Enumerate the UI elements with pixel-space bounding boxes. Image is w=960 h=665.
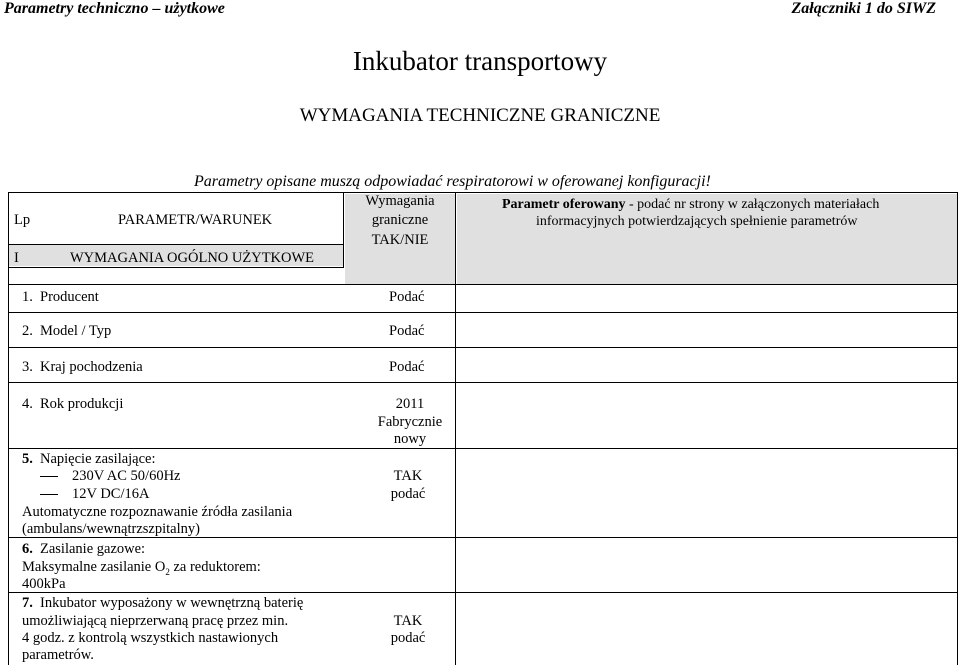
- row-3-param: Kraj pochodzenia: [40, 359, 143, 375]
- row-1-param: Producent: [40, 289, 99, 305]
- row-5-voltage-dc: 12V DC/16A: [72, 486, 150, 502]
- row-2-req: Podać: [389, 323, 425, 339]
- row-6-oxygen-sub: 2: [165, 566, 170, 577]
- header-offer-line1: [502, 196, 879, 213]
- row-7-req-line2: podać: [390, 630, 426, 646]
- row-2-param: Model / Typ: [40, 323, 112, 339]
- row-5-voltage-ac: 230V AC 50/60Hz: [72, 468, 181, 484]
- row-4-req-line3: nowy: [393, 431, 427, 447]
- row-7-param-line1: Inkubator wyposażony w wewnętrzną baterię: [40, 595, 304, 611]
- header-req-line3: TAK/NIE: [371, 232, 429, 248]
- header-param: PARAMETR/WARUNEK: [118, 212, 273, 228]
- page-header-left: Parametry techniczno – użytkowe: [4, 0, 225, 17]
- row-3-lp: 3.: [22, 359, 33, 375]
- row-5-param-line4: Automatyczne rozpoznawanie źródła zasilania: [22, 504, 293, 520]
- section-lp: I: [14, 250, 19, 266]
- row-7-req-line1: TAK: [393, 613, 423, 629]
- row-6-lp: 6.: [22, 541, 33, 557]
- row-6-param-line1: Zasilanie gazowe:: [40, 541, 146, 557]
- header-lp: Lp: [14, 212, 31, 228]
- document-subtitle: WYMAGANIA TECHNICZNE GRANICZNE: [299, 105, 661, 126]
- bullet-dash: [40, 476, 58, 477]
- row-6-oxygen-label: Maksymalne zasilanie O: [22, 559, 166, 575]
- bullet-dash: [40, 494, 58, 495]
- page-header-right: Załączniki 1 do SIWZ: [791, 0, 936, 17]
- row-1-req: Podać: [389, 289, 425, 305]
- row-3-req: Podać: [389, 359, 425, 375]
- row-6-param-line3: 400kPa: [22, 576, 66, 592]
- header-offer-line2: informacyjnych potwierdzających spełnienie parametrów: [536, 214, 858, 229]
- row-5-req-line2: podać: [390, 486, 426, 502]
- row-5-param-line2: [22, 468, 181, 485]
- section-label: WYMAGANIA OGÓLNO UŻYTKOWE: [70, 250, 315, 266]
- row-7-param-line4: parametrów.: [22, 647, 94, 663]
- row-4-lp: 4.: [22, 396, 33, 412]
- row-7-param-line3: 4 godz. z kontrolą wszystkich nastawionych: [22, 630, 279, 646]
- row-6-oxygen-rest: za reduktorem:: [169, 559, 261, 575]
- document-title: Inkubator transportowy: [352, 46, 608, 76]
- header-offer-rest: - podać nr strony w załączonych materiałach: [625, 197, 880, 212]
- row-4-req-line2: Fabrycznie: [377, 414, 443, 430]
- row-7-lp: 7.: [22, 595, 33, 611]
- row-2-lp: 2.: [22, 323, 33, 339]
- row-1-lp: 1.: [22, 289, 33, 305]
- row-4-req-line1: 2011: [395, 396, 425, 412]
- row-5-param-line3: [22, 486, 149, 503]
- row-5-lp: 5.: [22, 451, 33, 467]
- header-req-line1: Wymagania: [365, 193, 435, 209]
- row-5-req-line1: TAK: [393, 468, 423, 484]
- header-req-line2: graniczne: [371, 212, 429, 228]
- row-4-param: Rok produkcji: [40, 396, 124, 412]
- row-7-param-line2: umożliwiającą nieprzerwaną pracę przez min.: [22, 613, 289, 629]
- row-5-param-line1: Napięcie zasilające:: [40, 451, 156, 467]
- row-5-param-line5: (ambulans/wewnątrzszpitalny): [22, 521, 200, 537]
- header-offer-bold: Parametr oferowany: [502, 197, 626, 212]
- configuration-note: Parametry opisane muszą odpowiadać respiratorowi w oferowanej konfiguracji!: [194, 173, 711, 190]
